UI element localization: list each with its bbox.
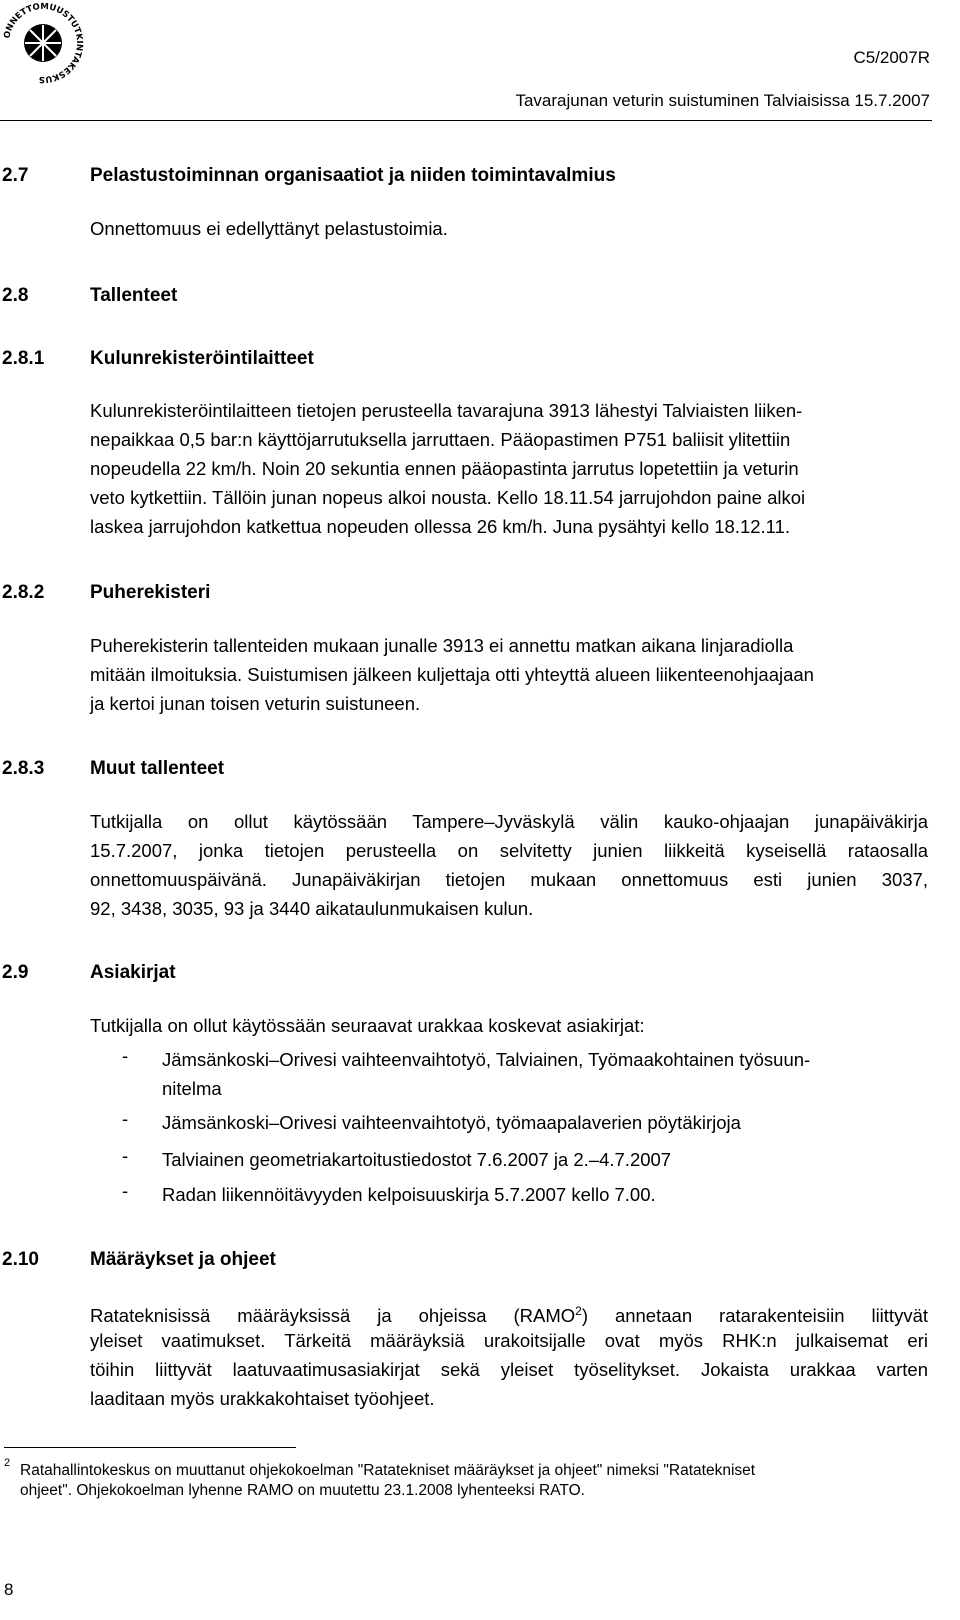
list-bullet: - — [122, 1045, 129, 1066]
footnote-line: ohjeet". Ohjekokoelman lyhenne RAMO on muutettu 23.1.2008 lyhenteeksi RATO. — [20, 1482, 585, 1499]
paragraph-line: laskea jarrujohdon katkettua nopeuden ollessa 26 km/h. Juna pysähtyi kello 18.12.11. — [90, 516, 791, 537]
paragraph-line: mitään ilmoituksia. Suistumisen jälkeen kuljettaja otti yhteyttä alueen liikenteenohjaajaan — [90, 664, 814, 685]
section-heading: Puherekisteri — [90, 582, 211, 603]
section-heading: Muut tallenteet — [90, 758, 225, 779]
section-number: 2.8.1 — [2, 348, 45, 369]
paragraph-line: töihin liittyvät laatuvaatimusasiakirjat sekä yleiset työselitykset. Jokaista urakkaa varten — [90, 1359, 928, 1380]
paragraph-line: Kulunrekisteröintilaitteen tietojen perusteella tavarajuna 3913 lähestyi Talviaisten liiken- — [90, 400, 803, 421]
paragraph-line: laaditaan myös urakkakohtaiset työohjeet. — [90, 1388, 435, 1409]
paragraph-line: nopeudella 22 km/h. Noin 20 sekuntia ennen pääopastinta jarrutus lopetettiin ja veturin — [90, 458, 799, 479]
paragraph-line: Onnettomuus ei edellyttänyt pelastustoimia. — [90, 218, 448, 239]
paragraph-line: 92, 3438, 3035, 93 ja 3440 aikataulunmukaisen kulun. — [90, 898, 534, 919]
section-number: 2.8.3 — [2, 758, 45, 779]
footnote-divider — [4, 1447, 296, 1448]
section-heading: Pelastustoiminnan organisaatiot ja niiden toimintavalmius — [90, 165, 616, 186]
report-title: Tavarajunan veturin suistuminen Talviaisissa 15.7.2007 — [515, 91, 930, 110]
paragraph-line: yleiset vaatimukset. Tärkeitä määräyksiä urakoitsijalle ovat myös RHK:n julkaisemat eri — [90, 1330, 928, 1351]
paragraph-line: Puherekisterin tallenteiden mukaan junalle 3913 ei annettu matkan aikana linjaradiolla — [90, 635, 794, 656]
text-run: ) annetaan ratarakenteisiin liittyvät — [581, 1305, 928, 1327]
footnote-text — [20, 1461, 755, 1501]
paragraph-line: veto kytkettiin. Tällöin junan nopeus alkoi nousta. Kello 18.11.54 jarrujohdon paine alkoi — [90, 487, 806, 508]
paragraph-line: onnettomuuspäivänä. Junapäiväkirjan tietojen mukaan onnettomuus esti junien 3037, — [90, 869, 928, 890]
section-heading: Kulunrekisteröintilaitteet — [90, 348, 314, 369]
page-number: 8 — [4, 1580, 14, 1599]
report-code: C5/2007R — [853, 48, 930, 67]
svg-text:ONNETTOMUUSTUTKINTAKESKUS: ONNETTOMUUSTUTKINTAKESKUS — [2, 1, 85, 85]
section-number: 2.9 — [2, 962, 29, 983]
section-number: 2.7 — [2, 165, 29, 186]
paragraph-line: Tutkijalla on ollut käytössään seuraavat urakkaa koskevat asiakirjat: — [90, 1015, 645, 1036]
list-bullet: - — [122, 1180, 129, 1201]
section-heading: Määräykset ja ohjeet — [90, 1249, 276, 1270]
footnote-marker: 2 — [4, 1457, 11, 1469]
footnote-line: Ratahallintokeskus on muuttanut ohjekokoelman "Ratatekniset määräykset ja ohjeet" nimeksi "Ratatekniset — [20, 1462, 756, 1479]
section-number: 2.8 — [2, 285, 29, 306]
paragraph-line: 15.7.2007, jonka tietojen perusteella on selvitetty junien liikkeitä kyseisellä rataosalla — [90, 840, 928, 861]
list-bullet: - — [122, 1108, 129, 1129]
list-item: Talviainen geometriakartoitustiedostot 7.6.2007 ja 2.–4.7.2007 — [162, 1149, 672, 1170]
header-divider — [0, 120, 932, 121]
list-item: Radan liikennöitävyyden kelpoisuuskirja 5.7.2007 kello 7.00. — [162, 1184, 656, 1205]
section-heading: Asiakirjat — [90, 962, 176, 983]
list-item: Jämsänkoski–Orivesi vaihteenvaihtotyö, Talviainen, Työmaakohtainen työsuun- — [162, 1049, 811, 1070]
organization-logo — [0, 0, 86, 86]
section-number: 2.8.2 — [2, 582, 45, 603]
paragraph-line: Tutkijalla on ollut käytössään Tampere–Jyväskylä välin kauko-ohjaajan junapäiväkirja — [90, 811, 928, 832]
text-run: Ratateknisissä määräyksissä ja ohjeissa (RAMO — [90, 1305, 576, 1327]
list-item: nitelma — [162, 1078, 222, 1099]
footnote-reference: 2 — [575, 1304, 582, 1318]
list-item: Jämsänkoski–Orivesi vaihteenvaihtotyö, työmaapalaverien pöytäkirjoja — [162, 1112, 741, 1133]
paragraph-line: nepaikkaa 0,5 bar:n käyttöjarrutuksella jarruttaen. Pääopastimen P751 baliisit ylitettiin — [90, 429, 791, 450]
list-bullet: - — [122, 1145, 129, 1166]
section-heading: Tallenteet — [90, 285, 178, 306]
paragraph-line: ja kertoi junan toisen veturin suistuneen. — [90, 693, 421, 714]
section-number: 2.10 — [2, 1249, 39, 1270]
seal-icon — [0, 0, 86, 86]
